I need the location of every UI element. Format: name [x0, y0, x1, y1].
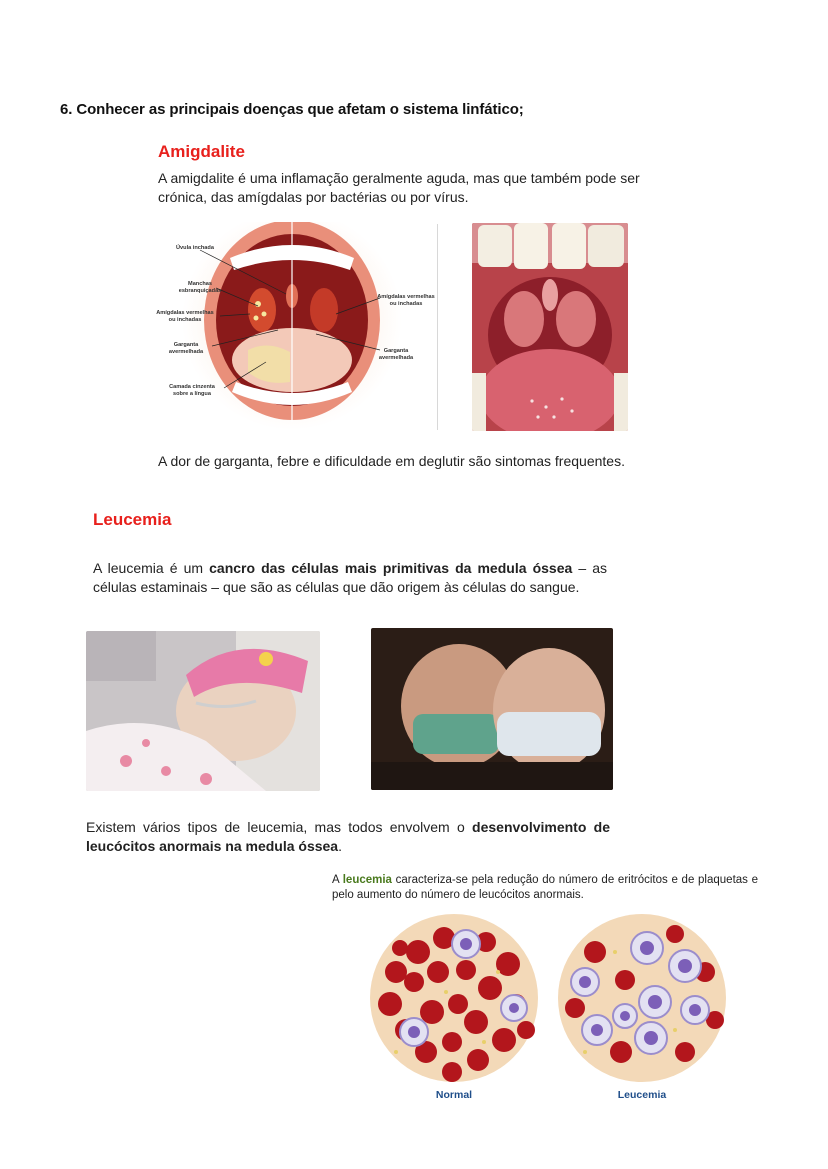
tonsil — [556, 291, 596, 347]
throat-diagram — [140, 222, 440, 430]
uvula — [542, 279, 558, 311]
amigdalite-symptoms: A dor de garganta, febre e dificuldade em deglutir são sintomas frequentes. — [158, 453, 625, 469]
label-amig-left-1: Amígdalas vermelhas — [156, 310, 214, 316]
label-manchas-1: Manchas — [188, 281, 212, 287]
text-highlight: leucemia — [342, 874, 392, 886]
leucemia-paragraph-1 — [93, 559, 607, 597]
label-camada-1: Camada cinzenta — [169, 384, 215, 390]
text-bold: cancro das células mais primitivas da medula óssea — [209, 560, 573, 576]
white-spot — [254, 316, 259, 321]
label-garg-left-1: Garganta — [173, 342, 199, 348]
label-leucemia: Leucemia — [617, 1089, 667, 1101]
text-run: A — [332, 874, 343, 886]
text-run: Existem vários tipos de leucemia, mas todos envolvem o — [86, 819, 473, 835]
throat-photo — [472, 223, 628, 431]
label-garg-right-2: avermelhada — [378, 355, 414, 361]
label-amig-right-2: ou inchadas — [389, 301, 423, 307]
tooth — [478, 225, 512, 267]
amigdalite-title: Amigdalite — [158, 142, 245, 161]
label-garg-right-1: Garganta — [383, 348, 409, 354]
diagram-divider — [437, 224, 438, 430]
normal-blood-illustration — [366, 912, 542, 1084]
text-run: A leucemia é um — [93, 560, 210, 576]
left-tonsil — [248, 288, 276, 332]
label-garg-left-2: avermelhada — [168, 349, 204, 355]
tooth — [552, 223, 586, 269]
white-mask — [497, 712, 601, 756]
green-mask — [413, 714, 499, 754]
leucemia-paragraph-2 — [86, 818, 610, 856]
baby-photo — [86, 631, 320, 791]
leucemia-title: Leucemia — [93, 510, 172, 529]
text-run: . — [338, 838, 342, 854]
amigdalite-intro: A amigdalite é uma inflamação geralmente aguda, mas que também pode ser crónica, das amígdalas por bactérias ou por vírus. — [158, 170, 640, 205]
text-run: – as células estaminais – que são as células que dão origem às células do sangue. — [93, 560, 608, 595]
text-bold: desenvolvimento de leucócitos anormais na medula óssea — [86, 819, 611, 854]
label-manchas-2: esbranquiçadas — [178, 288, 222, 294]
right-tonsil — [310, 288, 338, 332]
tooth — [588, 225, 624, 267]
tooth — [514, 223, 548, 269]
label-normal: Normal — [435, 1089, 473, 1101]
tonsil — [504, 291, 544, 347]
white-spot — [262, 312, 267, 317]
page-heading: 6. Conhecer as principais doenças que afetam o sistema linfático; — [60, 101, 524, 118]
label-amig-left-2: ou inchadas — [168, 317, 202, 323]
label-uvula: Úvula inchada — [176, 245, 214, 251]
label-amig-right-1: Amígdalas vermelhas — [377, 294, 435, 300]
label-camada-2: sobre a língua — [173, 391, 211, 397]
children-masks-photo — [371, 628, 613, 790]
leukemia-blood-illustration — [555, 912, 729, 1084]
leucemia-caption — [332, 873, 758, 903]
text-run: caracteriza-se pela redução do número de eritrócitos e de plaquetas e pelo aumento do número de leucócitos anormais. — [332, 874, 758, 901]
white-spot — [255, 301, 261, 307]
